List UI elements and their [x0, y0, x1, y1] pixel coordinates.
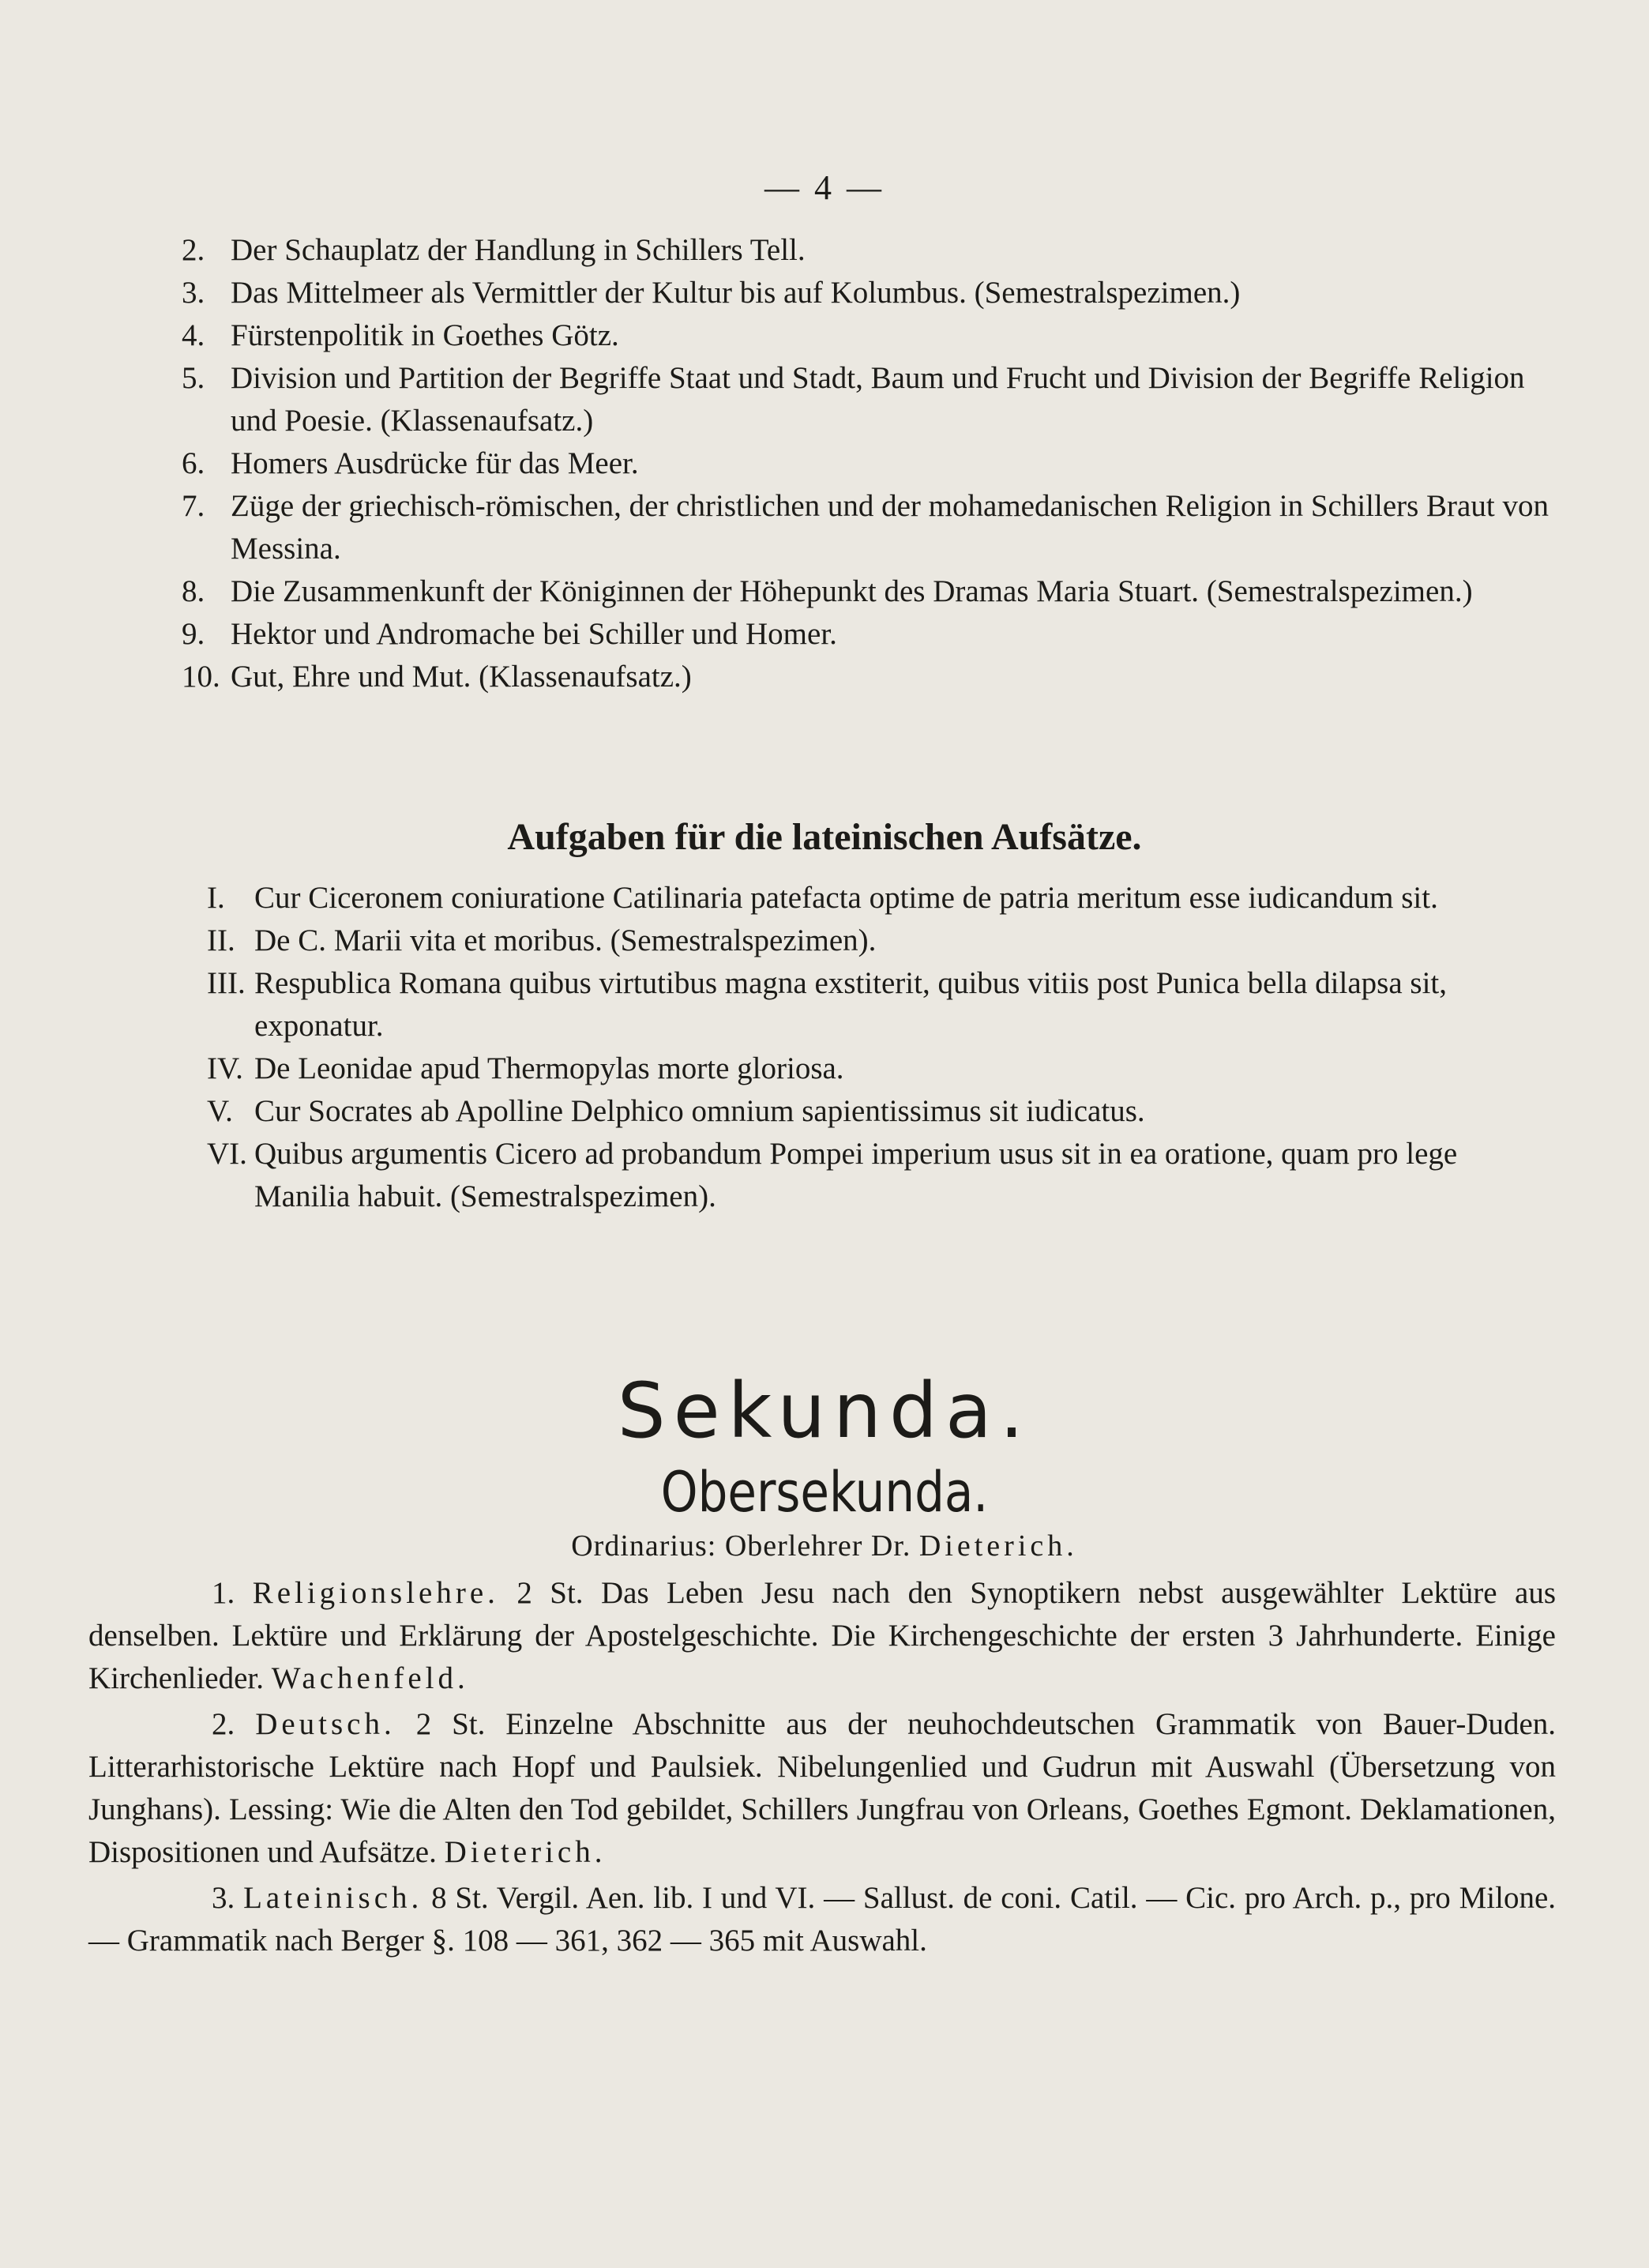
item-text: Respublica Romana quibus virtutibus magna exstiterit, quibus vitiis post Punica bella dilapsa sit, exponatur. — [254, 966, 1447, 1043]
subject-teacher: Wachenfeld. — [271, 1661, 469, 1695]
list-item — [182, 442, 1556, 485]
list-item — [182, 656, 1556, 698]
item-text: Züge der griechisch-römischen, der christlichen und der mohamedanischen Religion in Schillers Braut von Messina. — [231, 489, 1549, 566]
item-text: Division und Partition der Begriffe Staat und Stadt, Baum und Frucht und Division der Begriffe Religion und Poesie. (Klassenaufsatz.) — [231, 361, 1525, 438]
item-text: Cur Socrates ab Apolline Delphico omnium sapientissimus sit iudicatus. — [254, 1094, 1145, 1128]
subject-text: 2 St. Einzelne Abschnitte aus der neuhochdeutschen Grammatik von Bauer-Duden. Litterarhistorische Lektüre nach Hopf und Paulsiek. Nibelungenlied und Gudrun mit Auswahl (Übersetzung von Junghans). Lessing: Wie die Alten den Tod gebildet, Schillers Jungfrau von Orleans, Goethes Egmont. Deklamationen, Dispositionen und Aufsätze. — [88, 1707, 1557, 1869]
item-text: Homers Ausdrücke für das Meer. — [231, 446, 639, 480]
item-number: 4. — [182, 318, 205, 352]
item-text: Quibus argumentis Cicero ad probandum Pompei imperium usus sit in ea oratione, quam pro lege Manilia habuit. (Semestralspezimen). — [254, 1137, 1458, 1213]
item-text: Das Mittelmeer als Vermittler der Kultur bis auf Kolumbus. (Semestralspezimen.) — [231, 276, 1241, 310]
subject-paragraph — [88, 1877, 1556, 1962]
list-item — [207, 962, 1556, 1047]
item-number: V. — [207, 1094, 233, 1128]
section-title: Sekunda. — [617, 1367, 1032, 1455]
subject-name: Religionslehre. — [252, 1576, 499, 1610]
item-number: II. — [207, 923, 235, 957]
german-essay-topics — [182, 229, 1556, 698]
ordinarius-prefix: Ordinarius: Oberlehrer Dr. — [571, 1529, 911, 1563]
item-number: IV. — [207, 1051, 243, 1085]
subject-paragraph — [88, 1572, 1556, 1700]
item-number: 9. — [182, 617, 205, 651]
item-number: VI. — [207, 1137, 247, 1171]
list-item — [182, 229, 1556, 272]
subject-paragraph — [88, 1703, 1556, 1874]
latin-essay-topics — [207, 877, 1556, 1218]
list-item — [207, 920, 1556, 962]
subject-number: 2. — [212, 1707, 235, 1741]
latin-essays-heading: Aufgaben für die lateinischen Aufsätze. — [507, 816, 1142, 858]
subject-text: 8 St. Vergil. Aen. lib. I und VI. — Sallust. de coni. Catil. — Cic. pro Arch. p., pro Milone. — Grammatik nach Berger §. 108 — 361, 362 — 365 mit Auswahl. — [88, 1881, 1557, 1958]
subject-number: 1. — [212, 1576, 235, 1610]
item-text: De Leonidae apud Thermopylas morte gloriosa. — [254, 1051, 844, 1085]
item-number: 3. — [182, 276, 205, 310]
page-number: — 4 — — [764, 168, 885, 207]
subject-teacher: Dieterich. — [444, 1835, 607, 1869]
subject-number: 3. — [212, 1881, 235, 1915]
list-item — [207, 1090, 1556, 1133]
list-item — [182, 357, 1556, 442]
list-item — [182, 314, 1556, 357]
list-item — [207, 1047, 1556, 1090]
item-number: 8. — [182, 574, 205, 608]
item-number: 7. — [182, 489, 205, 523]
item-number: 5. — [182, 361, 205, 395]
subjects-body — [88, 1572, 1556, 1965]
list-item — [207, 1133, 1556, 1218]
subject-name: Lateinisch. — [243, 1881, 423, 1915]
item-text: Die Zusammenkunft der Königinnen der Höhepunkt des Dramas Maria Stuart. (Semestralspezimen.) — [231, 574, 1473, 608]
item-number: 10. — [182, 660, 220, 694]
item-text: Fürstenpolitik in Goethes Götz. — [231, 318, 619, 352]
subject-text: 2 St. Das Leben Jesu nach den Synoptikern nebst ausgewählter Lektüre aus denselben. Lektüre und Erklärung der Apostelgeschichte. Die Kirchengeschichte der ersten 3 Jahrhunderte. Einige Kirchenlieder. — [88, 1576, 1557, 1695]
item-text: Cur Ciceronem coniuratione Catilinaria patefacta optime de patria meritum esse iudicandum sit. — [254, 881, 1438, 915]
subsection-title: Obersekunda. — [660, 1460, 989, 1525]
ordinarius-line — [0, 1529, 1649, 1563]
list-item — [182, 485, 1556, 570]
ordinarius-name: Dieterich. — [918, 1529, 1078, 1563]
item-number: I. — [207, 881, 225, 915]
item-text: Der Schauplatz der Handlung in Schillers Tell. — [231, 233, 806, 267]
item-text: Gut, Ehre und Mut. (Klassenaufsatz.) — [231, 660, 692, 694]
item-number: 2. — [182, 233, 205, 267]
list-item — [207, 877, 1556, 920]
item-text: Hektor und Andromache bei Schiller und Homer. — [231, 617, 837, 651]
list-item — [182, 570, 1556, 613]
subject-name: Deutsch. — [255, 1707, 396, 1741]
item-number: 6. — [182, 446, 205, 480]
item-text: De C. Marii vita et moribus. (Semestralspezimen). — [254, 923, 877, 957]
list-item — [182, 272, 1556, 314]
list-item — [182, 613, 1556, 656]
item-number: III. — [207, 966, 246, 1000]
